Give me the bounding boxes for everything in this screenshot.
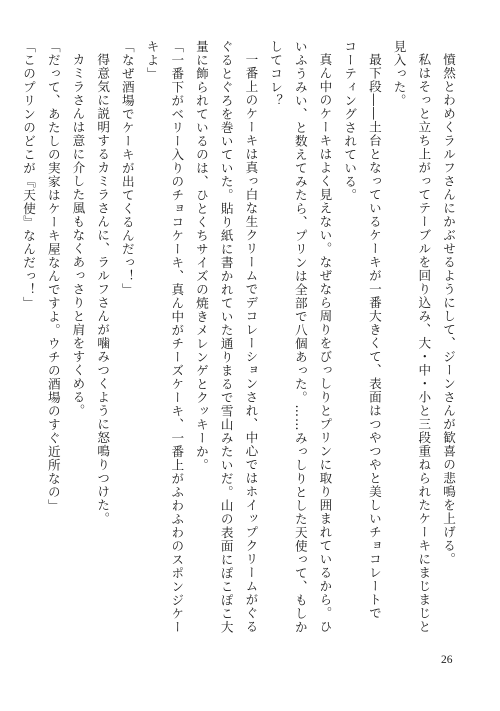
dialogue-line: 「なぜ酒場でケーキが出てくるんだっ！」 xyxy=(119,40,135,297)
text-line: 見入った。 xyxy=(391,40,407,108)
text-line: 量に飾られているのは、ひとくちサイズの焼きメレンゲとクッキーか。 xyxy=(193,40,209,472)
text-line: キよ」 xyxy=(144,40,160,81)
vertical-text-body xyxy=(21,40,460,634)
text-line: ぐるとぐろを巻いていた。貼り紙に書かれていた通りまるで雪山みたいだ。山の表面にぽこぽこ大 xyxy=(218,40,234,634)
dialogue-line: 「このプリンのどこが『天使』なんだっ！」 xyxy=(21,40,37,310)
text-line: 真ん中のケーキはよく見えない。なぜなら周りをびっしりとプリンに取り囲まれているから。ひ xyxy=(317,52,333,634)
dialogue-line: 「一番下がベリー入りのチョコケーキ、真ん中がチーズケーキ、一番上がふわふわのスポンジケー xyxy=(169,40,185,634)
text-line: 憤然とわめくラルフさんにかぶせるようにして、ジーンさんが歓喜の悲鳴を上げる。 xyxy=(441,52,456,566)
text-line: 得意気に説明するカミラさんに、ラルフさんが噛みつくように怒鳴りつけた。 xyxy=(95,52,111,526)
text-line: 一番上のケーキは真っ白な生クリームでデコレーションされ、中心ではホイップクリームがぐる xyxy=(243,52,259,634)
text-line: してコレ？ xyxy=(268,40,284,108)
text-line: いふうみい、と数えてみたら、プリンは全部で八個あった。……みっしりとした天使って、もしか xyxy=(292,40,308,634)
text-line: 最下段――土台となっているケーキが一番大きくて、表面はつやつやと美しいチョコレートで xyxy=(366,52,382,620)
text-line: 私はそっと立ち上がってテーブルを回り込み、大・中・小と三段重ねられたケーキにまじまじと xyxy=(416,52,432,634)
text-line: カミラさんは意に介した風もなくあっさりと肩をすくめる。 xyxy=(70,52,86,418)
dialogue-line: 「だって、あたしの実家はケーキ屋なんですよ。ウチの酒場のすぐ近所なの」 xyxy=(45,40,61,513)
page-number: 26 xyxy=(441,654,453,666)
text-line: コーティングされている。 xyxy=(342,40,358,202)
